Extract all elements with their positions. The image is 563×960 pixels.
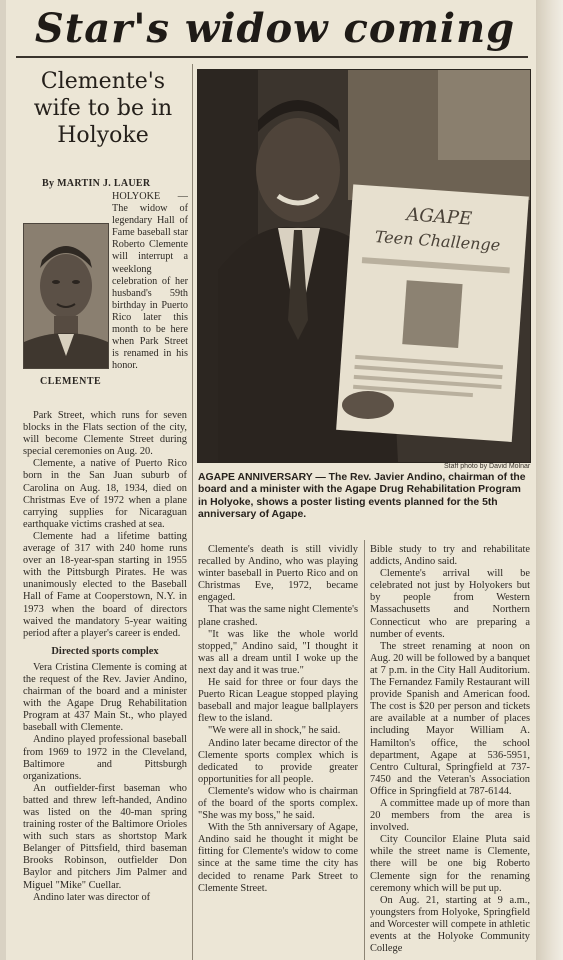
paragraph: Andino later was director of bbox=[33, 891, 151, 903]
paragraph: Clemente, a native of Puerto Rico born in the San Juan suburb of Carolina on Aug. 18, 1934, died on Christmas Eve of 1972 when a plane carrying supplies for Nicaraguan earthquake victims crashed at sea. bbox=[23, 458, 187, 530]
paragraph: Clemente's arrival will be celebrated not just by Holyokers but by people from Western Massachusetts and Northern Connecticut who are preparing a number of events. bbox=[370, 568, 530, 640]
paragraph: The street renaming at noon on Aug. 20 will be followed by a banquet at 7 p.m. in the City Hall Auditorium. The Fernandez Family Restaurant will provide Spanish and American food. The cost is $20 per person and tickets are available at a number of places including Mayor William A. Hamilton's office, the school department, Agape at 536-5951, Centro Cultural, Springfield at 737-7450 and the Veteran's Association Office in Springfield at 787-6144. bbox=[370, 640, 530, 797]
paragraph: Bible study to try and rehabilitate addicts, Andino said. bbox=[370, 544, 530, 568]
lede-paragraph: HOLYOKE — The widow of legendary Hall of Fame baseball star Roberto Clemente will interrupt a weeklong celebration of her husband's 59th birthday in Puerto Rico later this month to be here when Park Street is renamed in his honor. bbox=[112, 191, 188, 372]
news-photo bbox=[197, 69, 531, 463]
photo-caption: AGAPE ANNIVERSARY — The Rev. Javier Andino, chairman of the board and a minister with the Agape Drug Rehabilitation Program in Holyoke, shows a poster listing events planned for the 5th anniversary of Agape. bbox=[198, 472, 526, 521]
paragraph: Vera Cristina Clemente is coming at the request of the Rev. Javier Andino, chairman of the board and a minister with the Agape Drug Rehabilitation Program at 437 Main St., who played baseball with Clemente. bbox=[23, 661, 187, 734]
page-edge bbox=[536, 0, 563, 960]
paragraph: City Councilor Elaine Pluta said while the street name is Clemente, there will be one big Roberto Clemente sign for the renaming ceremony which will be put up. bbox=[370, 834, 530, 894]
paragraph: Andino later became director of the Clemente sports complex which is dedicated to provide greater opportunities for all people. bbox=[198, 737, 358, 785]
section-subhead: Directed sports complex bbox=[51, 645, 159, 657]
paragraph: "It was like the whole world stopped," Andino said, "I thought it was all a dream until I woke up the next day and it was true." bbox=[198, 628, 358, 676]
column-divider bbox=[364, 540, 365, 960]
column-divider bbox=[192, 64, 193, 960]
byline: By MARTIN J. LAUER bbox=[42, 178, 151, 189]
poster-subtitle: Teen Challenge bbox=[374, 226, 501, 255]
paragraph: A committee made up of more than 20 members from the area is involved. bbox=[370, 797, 530, 834]
mugshot-caption: CLEMENTE bbox=[40, 376, 102, 387]
paragraph: An outfielder-first baseman who batted and threw left-handed, Andino was listed on the 40-man spring training roster of the Baltimore Orioles with such stars as shortstop Mark Belanger of Pittsfield, third baseman Brooks Robinson, outfielder Don Baylor and pitchers Jim Palmer and Miguel "Mike" Cuellar. bbox=[23, 782, 187, 891]
paragraph: Clemente's death is still vividly recalled by Andino, who was playing winter baseball in Puerto Rico and on Christmas Eve, 1972, became engaged. bbox=[198, 544, 358, 604]
paragraph: Park Street, which runs for seven blocks in the Flats section of the city, will become Clemente Street during special ceremonies on Aug. 20. bbox=[23, 410, 187, 458]
headline: Star's widow coming bbox=[34, 5, 516, 52]
poster-title: AGAPE bbox=[405, 204, 473, 230]
article-column-1 bbox=[23, 410, 187, 904]
paragraph: Andino played professional baseball from 1969 to 1972 in the Cleveland, Baltimore and Pittsburgh organizations. bbox=[23, 734, 187, 782]
paragraph: He said for three or four days the Puerto Rican League stopped playing baseball and major league ballplayers flew to the island. bbox=[198, 677, 358, 725]
paragraph: That was the same night Clemente's plane crashed. bbox=[198, 604, 358, 628]
article-lede bbox=[112, 191, 188, 372]
paragraph: Clemente had a lifetime batting average of 317 with 240 home runs over an 18-year-span starting in 1955 with the Pittsburgh Pirates. He was unanimously elected to the Baseball Hall of Fame at Cooperstown, N.Y. in 1973 when the board of directors waived the mandatory 5-year waiting period after a player's career is ended. bbox=[23, 530, 187, 639]
paragraph: "We were all in shock," he said. bbox=[208, 725, 341, 737]
paragraph: Clemente's widow who is chairman of the board of the sports complex. "She was my boss," he said. bbox=[198, 785, 358, 822]
paragraph: With the 5th anniversary of Agape, Andino said he thought it might be fitting for Clemente's widow to come since at the same time the city has decided to rename Park Street to Clemente Street. bbox=[198, 822, 358, 894]
clemente-mugshot bbox=[23, 223, 109, 369]
article-column-2 bbox=[198, 544, 358, 895]
paragraph: On Aug. 21, starting at 9 a.m., youngsters from Holyoke, Springfield and Worcester will compete in athletic events at the Holyoke Community College bbox=[370, 894, 530, 955]
photo-credit: Staff photo by David Molnar bbox=[444, 463, 531, 470]
article-column-3 bbox=[370, 544, 530, 955]
subhead: Clemente's wife to be in Holyoke bbox=[33, 69, 173, 148]
newspaper-clipping bbox=[6, 0, 536, 960]
headline-rule bbox=[16, 56, 528, 58]
